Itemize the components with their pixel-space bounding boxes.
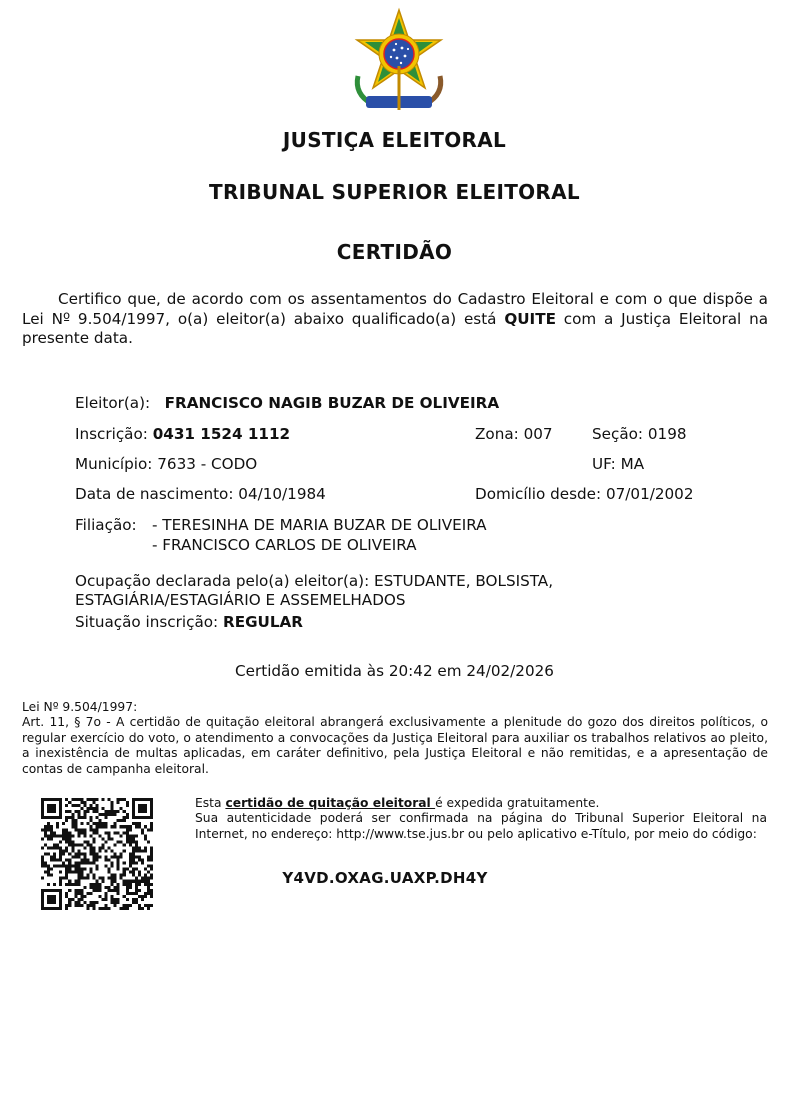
qr-code-icon (41, 798, 153, 910)
zona-label: Zona: (475, 425, 519, 443)
municipio-value: 7633 - CODO (157, 455, 258, 473)
occupation-line-2: ESTAGIÁRIA/ESTAGIÁRIO E ASSEMELHADOS (75, 591, 406, 609)
quite-status: QUITE (504, 309, 556, 328)
municipio-label: Município: (75, 455, 153, 473)
document-title: CERTIDÃO (336, 240, 453, 264)
court-title: TRIBUNAL SUPERIOR ELEITORAL (209, 180, 580, 204)
authenticity-text: Sua autenticidade poderá ser confirmada na página do Tribunal Superior Eleitoral na Internet, no endereço: http://www.tse.jus.br ou pelo aplicativo e-Título, por meio do código: (195, 811, 767, 841)
occupation-line-1 (75, 572, 553, 590)
parent-1: - TERESINHA DE MARIA BUZAR DE OLIVEIRA (152, 516, 487, 534)
gratuity-post: é expedida gratuitamente. (435, 796, 600, 810)
voter-name-row (75, 394, 499, 412)
inscricao-label: Inscrição: (75, 425, 148, 443)
intro-text-end: com a Justiça Eleitoral na presente data. (22, 309, 769, 347)
certification-paragraph (22, 290, 768, 349)
inscricao-row (75, 425, 290, 443)
law-text: Art. 11, § 7o - A certidão de quitação eleitoral abrangerá exclusivamente a plenitude do gozo dos direitos políticos, o regular exercício do voto, o atendimento a convocações da Justiça Eleitoral para auxiliar os trabalhos relativos ao pleito, a inexistência de multas aplicadas, em caráter definitivo, pela Justiça Eleitoral e não remitidas, e a apresentação de contas de campanha eleitoral. (22, 715, 768, 776)
domicile-value: 07/01/2002 (605, 485, 694, 503)
emission-timestamp: Certidão emitida às 20:42 em 24/02/2026 (235, 662, 554, 680)
gratuity-line (195, 796, 767, 811)
uf-field (592, 455, 644, 473)
law-title: Lei Nº 9.504/1997: (22, 700, 138, 714)
municipio-field (75, 455, 257, 473)
uf-value: MA (620, 455, 645, 473)
inscricao-value: 0431 1524 1112 (152, 425, 291, 443)
situation-label: Situação inscrição: (75, 613, 219, 631)
verification-text (195, 796, 767, 842)
intro-text: Certifico que, de acordo com os assentamentos do Cadastro Eleitoral e com o que dispõe a Lei Nº 9.504/1997, o(a) eleitor(a) abaixo qualificado(a) está (22, 290, 768, 328)
certificate-link[interactable]: certidão de quitação eleitoral (225, 796, 436, 810)
uf-label: UF: (592, 455, 616, 473)
law-excerpt (22, 700, 768, 777)
zona-field (475, 425, 553, 443)
parent-2: - FRANCISCO CARLOS DE OLIVEIRA (152, 536, 417, 554)
situation-value: REGULAR (223, 613, 303, 631)
birthdate-value: 04/10/1984 (238, 485, 326, 503)
domicile-label: Domicílio desde: (475, 485, 602, 503)
voter-name-label: Eleitor(a): (75, 394, 151, 412)
situation-field (75, 613, 303, 631)
domicile-field (475, 485, 694, 503)
secao-label: Seção: (592, 425, 644, 443)
filiacao-label: Filiação: (75, 516, 137, 534)
gratuity-pre: Esta (195, 796, 226, 810)
brazil-coat-of-arms-icon (346, 6, 452, 112)
birthdate-field (75, 485, 326, 503)
occupation-label: Ocupação declarada pelo(a) eleitor(a): (75, 572, 370, 590)
qr-modules (41, 798, 153, 910)
secao-field (592, 425, 687, 443)
birthdate-label: Data de nascimento: (75, 485, 234, 503)
secao-value: 0198 (647, 425, 687, 443)
authentication-code: Y4VD.OXAG.UAXP.DH4Y (282, 869, 488, 887)
occupation-value: ESTUDANTE, BOLSISTA, (374, 572, 554, 590)
org-title: JUSTIÇA ELEITORAL (282, 128, 507, 152)
zona-value: 007 (523, 425, 553, 443)
voter-name: FRANCISCO NAGIB BUZAR DE OLIVEIRA (164, 394, 500, 412)
